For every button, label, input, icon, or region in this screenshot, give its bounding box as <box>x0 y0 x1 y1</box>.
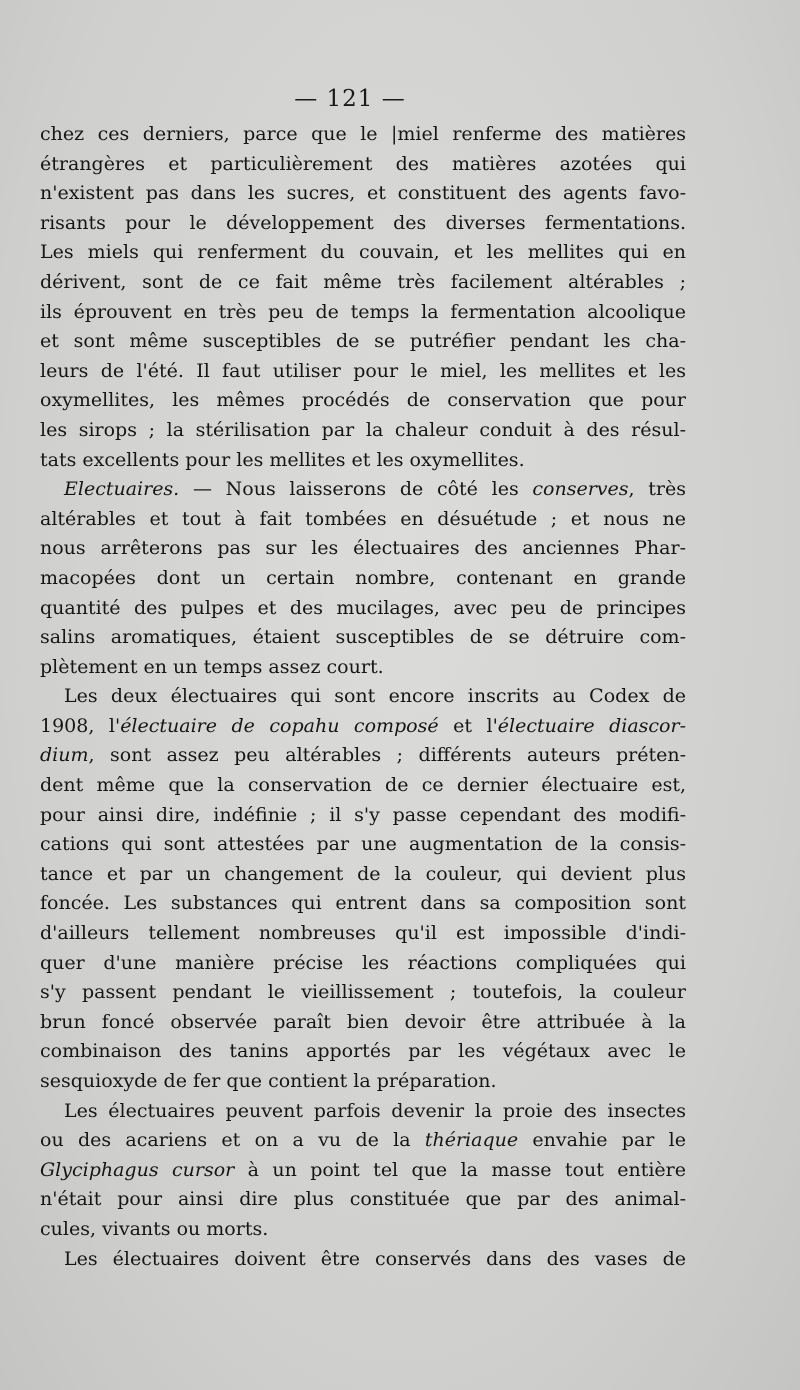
text-line <box>40 120 686 150</box>
text-segment: quantité des pulpes et des mucilages, avec peu de principes <box>40 596 686 619</box>
text-line <box>40 1156 686 1186</box>
text-segment: , très <box>628 478 686 501</box>
text-line <box>40 889 686 919</box>
text-line <box>40 179 686 209</box>
text-segment: brun foncé observée paraît bien devoir être attribuée à la <box>40 1010 686 1033</box>
text-line <box>40 564 686 594</box>
italic-text-segment: Glyciphagus cursor <box>40 1158 235 1181</box>
text-segment: ou des acariens et on a vu de la <box>40 1129 425 1152</box>
text-line <box>40 150 686 180</box>
text-segment: étrangères et particulièrement des matières azotées qui <box>40 152 686 175</box>
italic-text-segment: dium <box>40 744 89 767</box>
text-segment: n'existent pas dans les sucres, et constituent des agents favo- <box>40 182 686 205</box>
text-line <box>40 919 686 949</box>
text-segment: cations qui sont attestées par une augmentation de la consis- <box>40 833 686 856</box>
text-line <box>40 268 686 298</box>
text-segment: quer d'une manière précise les réactions compliquées qui <box>40 951 686 974</box>
text-segment: leurs de l'été. Il faut utiliser pour le miel, les mellites et les <box>40 359 686 382</box>
text-line <box>40 830 686 860</box>
text-segment: d'ailleurs tellement nombreuses qu'il est impossible d'indi- <box>40 922 686 945</box>
text-segment: à un point tel que la masse tout entière <box>234 1158 686 1181</box>
text-line <box>40 594 686 624</box>
text-segment: dent même que la conservation de ce dernier électuaire est, <box>40 774 686 797</box>
text-segment: salins aromatiques, étaient susceptibles de se détruire com- <box>40 626 686 649</box>
text-segment: tats excellents pour les mellites et les oxymellites. <box>40 448 525 471</box>
text-line <box>40 771 686 801</box>
text-line <box>40 801 686 831</box>
text-segment: et sont même susceptibles de se putréfier pendant les cha- <box>40 330 686 353</box>
text-line <box>40 446 686 476</box>
text-line <box>40 238 686 268</box>
body-text <box>40 120 686 1274</box>
text-segment: Les électuaires peuvent parfois devenir la proie des insectes <box>64 1099 686 1122</box>
text-segment: macopées dont un certain nombre, contenant en grande <box>40 566 686 589</box>
text-segment: 1908, l' <box>40 714 121 737</box>
text-line <box>40 949 686 979</box>
text-segment: — Nous laisserons de côté les <box>179 478 533 501</box>
text-segment: tance et par un changement de la couleur, qui devient plus <box>40 862 686 885</box>
text-line <box>40 298 686 328</box>
text-line <box>40 1037 686 1067</box>
text-segment: cules, vivants ou morts. <box>40 1217 269 1240</box>
text-line <box>40 682 686 712</box>
text-segment: sesquioxyde de fer que contient la préparation. <box>40 1070 497 1092</box>
text-segment: chez ces derniers, parce que le |miel renferme des matières <box>40 123 686 145</box>
text-line <box>40 1185 686 1215</box>
text-line <box>40 534 686 564</box>
text-line <box>40 653 686 683</box>
text-segment: combinaison des tanins apportés par les végétaux avec le <box>40 1040 686 1063</box>
text-segment: oxymellites, les mêmes procédés de conservation que pour <box>40 389 686 412</box>
text-line <box>40 712 686 742</box>
text-line <box>40 1097 686 1127</box>
text-line <box>40 357 686 387</box>
text-line <box>40 505 686 535</box>
text-line <box>40 209 686 239</box>
text-line <box>40 860 686 890</box>
text-line <box>40 327 686 357</box>
text-segment: envahie par le <box>518 1129 686 1152</box>
italic-text-segment: électuaire diascor- <box>497 714 686 737</box>
italic-text-segment: électuaire de copahu composé <box>120 714 439 737</box>
text-line <box>40 1067 686 1097</box>
text-line <box>40 1215 686 1245</box>
text-segment: plètement en un temps assez court. <box>40 655 384 678</box>
text-segment: nous arrêterons pas sur les électuaires des anciennes Phar- <box>40 537 686 560</box>
text-line <box>40 978 686 1008</box>
text-segment: Les deux électuaires qui sont encore inscrits au Codex de <box>64 685 686 708</box>
text-segment: et l' <box>438 714 498 737</box>
italic-text-segment: Electuaires. <box>64 478 180 501</box>
italic-text-segment: thériaque <box>424 1129 519 1152</box>
text-line <box>40 1245 686 1275</box>
text-line <box>40 1008 686 1038</box>
text-line <box>40 475 686 505</box>
text-segment: dérivent, sont de ce fait même très facilement altérables ; <box>40 270 686 293</box>
text-segment: n'était pour ainsi dire plus constituée que par des animal- <box>40 1188 686 1211</box>
text-segment: s'y passent pendant le vieillissement ; toutefois, la couleur <box>40 981 686 1004</box>
text-segment: risants pour le développement des diverses fermentations. <box>40 211 686 234</box>
page-number: — 121 — <box>294 86 406 112</box>
italic-text-segment: conserves <box>532 478 629 501</box>
text-segment: , sont assez peu altérables ; différents auteurs préten- <box>88 744 686 767</box>
text-line <box>40 741 686 771</box>
text-line <box>40 386 686 416</box>
text-segment: pour ainsi dire, indéfinie ; il s'y passe cependant des modifi- <box>40 803 686 826</box>
text-segment: foncée. Les substances qui entrent dans sa composition sont <box>40 892 686 915</box>
text-segment: les sirops ; la stérilisation par la chaleur conduit à des résul- <box>40 418 686 441</box>
text-segment: Les miels qui renferment du couvain, et les mellites qui en <box>40 241 686 264</box>
text-line <box>40 623 686 653</box>
text-segment: Les électuaires doivent être conservés dans des vases de <box>64 1247 686 1270</box>
text-segment: altérables et tout à fait tombées en désuétude ; et nous ne <box>40 507 686 530</box>
text-segment: ils éprouvent en très peu de temps la fermentation alcoolique <box>40 300 686 323</box>
text-line <box>40 1126 686 1156</box>
text-line <box>40 416 686 446</box>
